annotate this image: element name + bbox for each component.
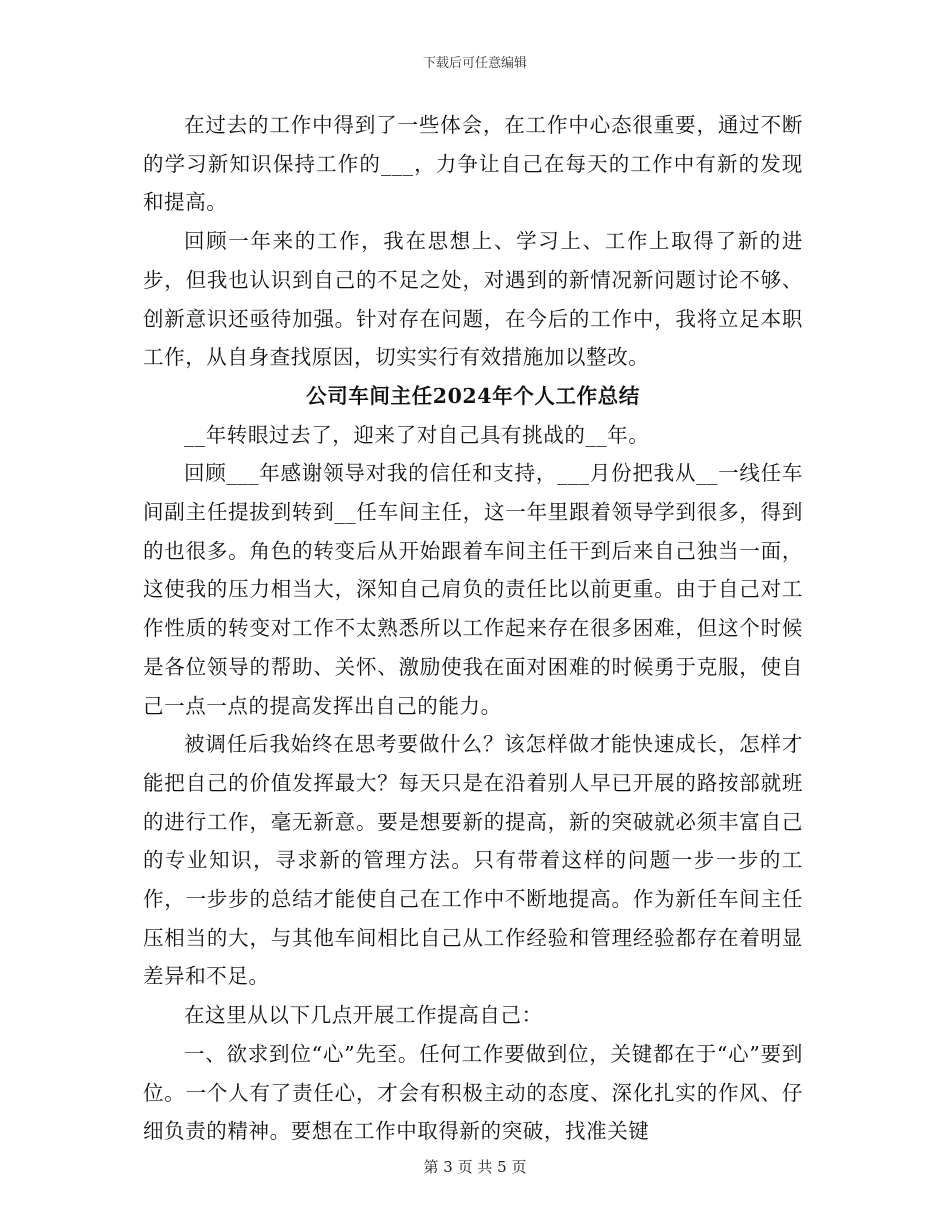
paragraph: __年转眼过去了，迎来了对自己具有挑战的__年。: [184, 422, 650, 447]
document-body: [143, 106, 803, 1151]
section-title: 公司车间主任2024年个人工作总结: [306, 383, 640, 408]
paragraph: 被调任后我始终在思考要做什么？该怎样做才能快速成长，怎样才能把自己的价值发挥最大？每天只是在沿着别人早已开展的路按部就班的进行工作，毫无新意。要是想要新的提高，新的突破就必须丰富自己的专业知识，寻求新的管理方法。只有带着这样的问题一步一步的工作，一步步的总结才能使自己在工作中不断地提高。作为新任车间主任压相当的大，与其他车间相比自己从工作经验和管理经验都存在着明显差异和不足。: [143, 732, 803, 989]
paragraph: 回顾一年来的工作，我在思想上、学习上、工作上取得了新的进步，但我也认识到自己的不足之处，对遇到的新情况新问题讨论不够、创新意识还亟待加强。针对存在问题，在今后的工作中，我将立足本职工作，从自身查找原因，切实实行有效措施加以整改。: [143, 229, 803, 370]
page-footer: 第 3 页 共 5 页: [423, 1158, 527, 1176]
paragraph: 回顾___年感谢领导对我的信任和支持，___月份把我从__一线任车间副主任提拔到转到__任车间主任，这一年里跟着领导学到很多，得到的也很多。角色的转变后从开始跟着车间主任干到后来自己独当一面，这使我的压力相当大，深知自己肩负的责任比以前更重。由于自己对工作性质的转变对工作不太熟悉所以工作起来存在很多困难，但这个时候是各位领导的帮助、关怀、激励使我在面对困难的时候勇于克服，使自己一点一点的提高发挥出自己的能力。: [143, 461, 803, 718]
paragraph: 在过去的工作中得到了一些体会，在工作中心态很重要，通过不断的学习新知识保持工作的___，力争让自己在每天的工作中有新的发现和提高。: [143, 113, 803, 215]
paragraph: 在这里从以下几点开展工作提高自己：: [184, 1003, 543, 1028]
page-header: 下载后可任意编辑: [422, 56, 527, 71]
paragraph: 一、欲求到位“心”先至。任何工作要做到位，关键都在于“心”要到位。一个人有了责任心，才会有积极主动的态度、深化扎实的作风、仔细负责的精神。要想在工作中取得新的突破，找准关键: [143, 1041, 803, 1144]
